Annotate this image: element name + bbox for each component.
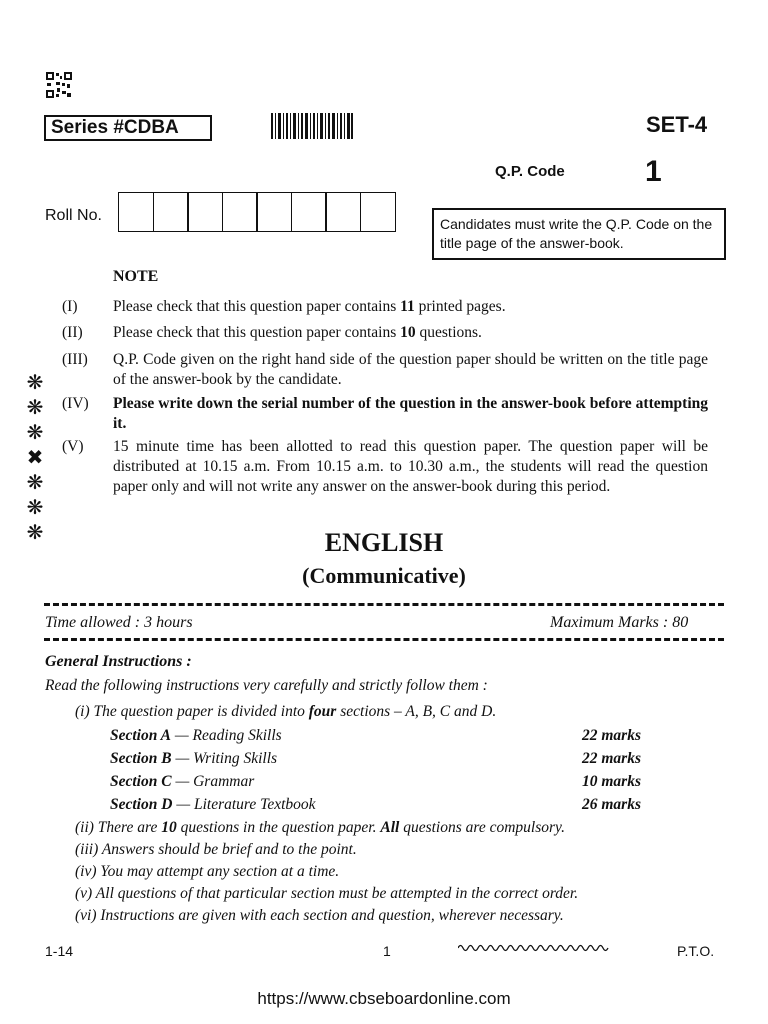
roll-number-label: Roll No. bbox=[45, 207, 102, 224]
roll-digit-box[interactable] bbox=[187, 192, 223, 232]
asterisk-icon: ❋ bbox=[26, 470, 44, 494]
asterisk-icon: ❋ bbox=[26, 370, 44, 394]
footer-code: 1-14 bbox=[45, 943, 74, 959]
instruction-vi: (vi) Instructions are given with each section and question, wherever necessary. bbox=[75, 907, 564, 924]
time-allowed: Time allowed : 3 hours bbox=[45, 614, 193, 631]
note-item bbox=[62, 350, 708, 390]
note-heading: NOTE bbox=[113, 268, 159, 285]
asterisk-icon: ❋ bbox=[26, 495, 44, 519]
section-row: Section A — Reading Skills 22 marks bbox=[110, 727, 641, 744]
subject-subtitle: (Communicative) bbox=[302, 563, 466, 588]
instruction-v: (v) All questions of that particular section must be attempted in the correct order. bbox=[75, 885, 579, 902]
asterisk-icon: ❋ bbox=[26, 520, 44, 544]
note-text: Please check that this question paper contains 10 questions. bbox=[113, 324, 482, 341]
asterisk-icon: ❋ bbox=[26, 420, 44, 444]
please-turn-over: P.T.O. bbox=[677, 943, 715, 959]
decorative-stars bbox=[26, 370, 44, 545]
note-item bbox=[62, 323, 708, 343]
note-text: Please write down the serial number of the question in the answer-book before attempting it. bbox=[113, 395, 708, 432]
instruction-ii: (ii) There are 10 questions in the question paper. All questions are compulsory. bbox=[75, 819, 565, 836]
cross-icon: ✖ bbox=[26, 445, 44, 469]
set-number: SET-4 bbox=[646, 112, 708, 137]
general-instructions-heading: General Instructions : bbox=[45, 653, 192, 670]
page-number: 1 bbox=[383, 943, 391, 959]
note-number: (III) bbox=[62, 351, 88, 368]
note-number: (IV) bbox=[62, 395, 89, 412]
qp-code-value: 1 bbox=[645, 155, 662, 188]
maximum-marks: Maximum Marks : 80 bbox=[550, 614, 689, 631]
roll-digit-box[interactable] bbox=[222, 192, 258, 232]
roll-digit-box[interactable] bbox=[291, 192, 327, 232]
series-label: Series #CDBA bbox=[44, 115, 212, 141]
note-text: 15 minute time has been allotted to read this question paper. The question paper will be distributed at 10.15 a.m. From 10.15 a.m. to 10.30 a.m., the students will read the question paper only and will not write any answer on the answer-book during this period. bbox=[113, 438, 708, 495]
instruction-iii: (iii) Answers should be brief and to the point. bbox=[75, 841, 357, 858]
qp-code-label: Q.P. Code bbox=[495, 163, 565, 180]
dashed-divider bbox=[44, 603, 724, 606]
roll-digit-box[interactable] bbox=[256, 192, 292, 232]
qr-code-icon bbox=[46, 72, 72, 98]
wavy-line-icon bbox=[458, 941, 612, 955]
roll-digit-box[interactable] bbox=[153, 192, 189, 232]
website-link[interactable]: https://www.cbseboardonline.com bbox=[257, 989, 511, 1008]
dashed-divider bbox=[44, 638, 724, 641]
note-text: Q.P. Code given on the right hand side of the question paper should be written on the title page of the answer-book by the candidate. bbox=[113, 351, 708, 388]
asterisk-icon: ❋ bbox=[26, 395, 44, 419]
instruction-iv: (iv) You may attempt any section at a time. bbox=[75, 863, 340, 880]
roll-digit-box[interactable] bbox=[325, 192, 361, 232]
subject-title: ENGLISH bbox=[324, 528, 444, 557]
note-number: (V) bbox=[62, 438, 84, 455]
roll-digit-box[interactable] bbox=[360, 192, 396, 232]
note-number: (II) bbox=[62, 324, 83, 341]
note-number: (I) bbox=[62, 298, 78, 315]
section-row: Section D — Literature Textbook 26 marks bbox=[110, 796, 641, 813]
section-row: Section B — Writing Skills 22 marks bbox=[110, 750, 641, 767]
roll-number-boxes[interactable] bbox=[118, 192, 394, 232]
candidate-instruction-box: Candidates must write the Q.P. Code on the title page of the answer-book. bbox=[432, 208, 726, 260]
note-item bbox=[62, 297, 708, 317]
barcode-icon bbox=[271, 113, 353, 139]
note-item bbox=[62, 394, 708, 434]
note-item bbox=[62, 437, 708, 497]
roll-digit-box[interactable] bbox=[118, 192, 154, 232]
instruction-i: (i) The question paper is divided into four sections – A, B, C and D. bbox=[75, 703, 497, 720]
general-instructions-intro: Read the following instructions very carefully and strictly follow them : bbox=[45, 677, 488, 694]
section-row: Section C — Grammar 10 marks bbox=[110, 773, 641, 790]
note-text: Please check that this question paper contains 11 printed pages. bbox=[113, 298, 506, 315]
